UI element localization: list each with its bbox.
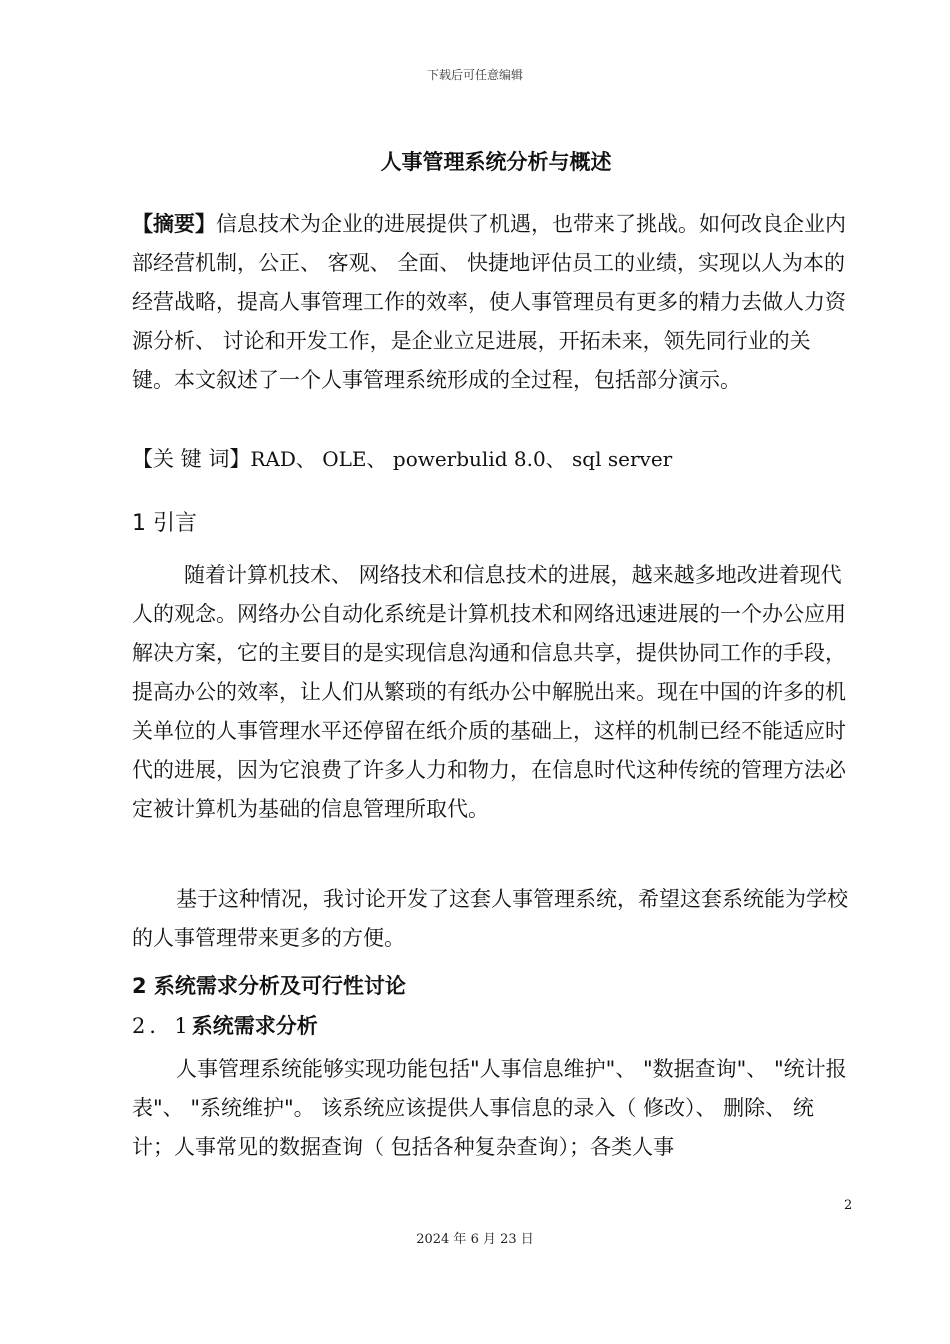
subsection-title: 系统需求分析 <box>191 1014 318 1038</box>
abstract-tag: 【摘要】 <box>132 212 216 236</box>
abstract-text: 信息技术为企业的进展提供了机遇，也带来了挑战。如何改良企业内部经营机制，公正、 客观、 全面、 快捷地评估员工的业绩，实现以人为本的经营战略，提高人事管理工作的效率，使人事管理员有更多的精力去做人力资源分析、 讨论和开发工作，是企业立足进展，开拓未来，领先同行业的关键。本文叙述了一个人事管理系统形成的全过程，包括部分演示。 <box>132 212 846 392</box>
keywords-text: RAD、 OLE、 powerbulid 8.0、 sql server <box>250 447 673 471</box>
section-heading-introduction: 1 引言 <box>132 511 197 536</box>
document-title: 人事管理系统分析与概述 <box>380 150 612 174</box>
subsection-number: 2．1 <box>132 1014 192 1038</box>
page-footer-date: 2024 年 6 月 23 日 <box>416 1232 534 1247</box>
page-number: 2 <box>844 1198 853 1213</box>
abstract-paragraph <box>132 205 852 400</box>
section-heading-requirements: 2 系统需求分析及可行性讨论 <box>132 974 406 998</box>
intro-paragraph-1: 随着计算机技术、 网络技术和信息技术的进展，越来越多地改进着现代人的观念。网络办公自动化系统是计算机技术和网络迅速进展的一个办公应用解决方案，它的主要目的是实现信息沟通和信息共享，提供协同工作的手段，提高办公的效率，让人们从繁琐的有纸办公中解脱出来。现在中国的许多的机关单位的人事管理水平还停留在纸介质的基础上，这样的机制已经不能适应时代的进展，因为它浪费了许多人力和物力，在信息时代这种传统的管理方法必定被计算机为基础的信息管理所取代。 <box>132 563 846 821</box>
intro-paragraph-2: 基于这种情况，我讨论开发了这套人事管理系统，希望这套系统能为学校的人事管理带来更多的方便。 <box>132 887 848 950</box>
page-header-note: 下载后可任意编辑 <box>426 68 523 82</box>
keywords-line <box>132 441 672 477</box>
keywords-tag: 【关 键 词】 <box>132 447 251 471</box>
subsection-heading-requirements <box>132 1010 318 1040</box>
requirements-paragraph: 人事管理系统能够实现功能包括"人事信息维护"、 "数据查询"、 "统计报表"、 "系统维护"。 该系统应该提供人事信息的录入（ 修改）、 删除、 统计；人事常见的数据查询（ 包括各种复杂查询）；各类人事 <box>132 1057 847 1159</box>
